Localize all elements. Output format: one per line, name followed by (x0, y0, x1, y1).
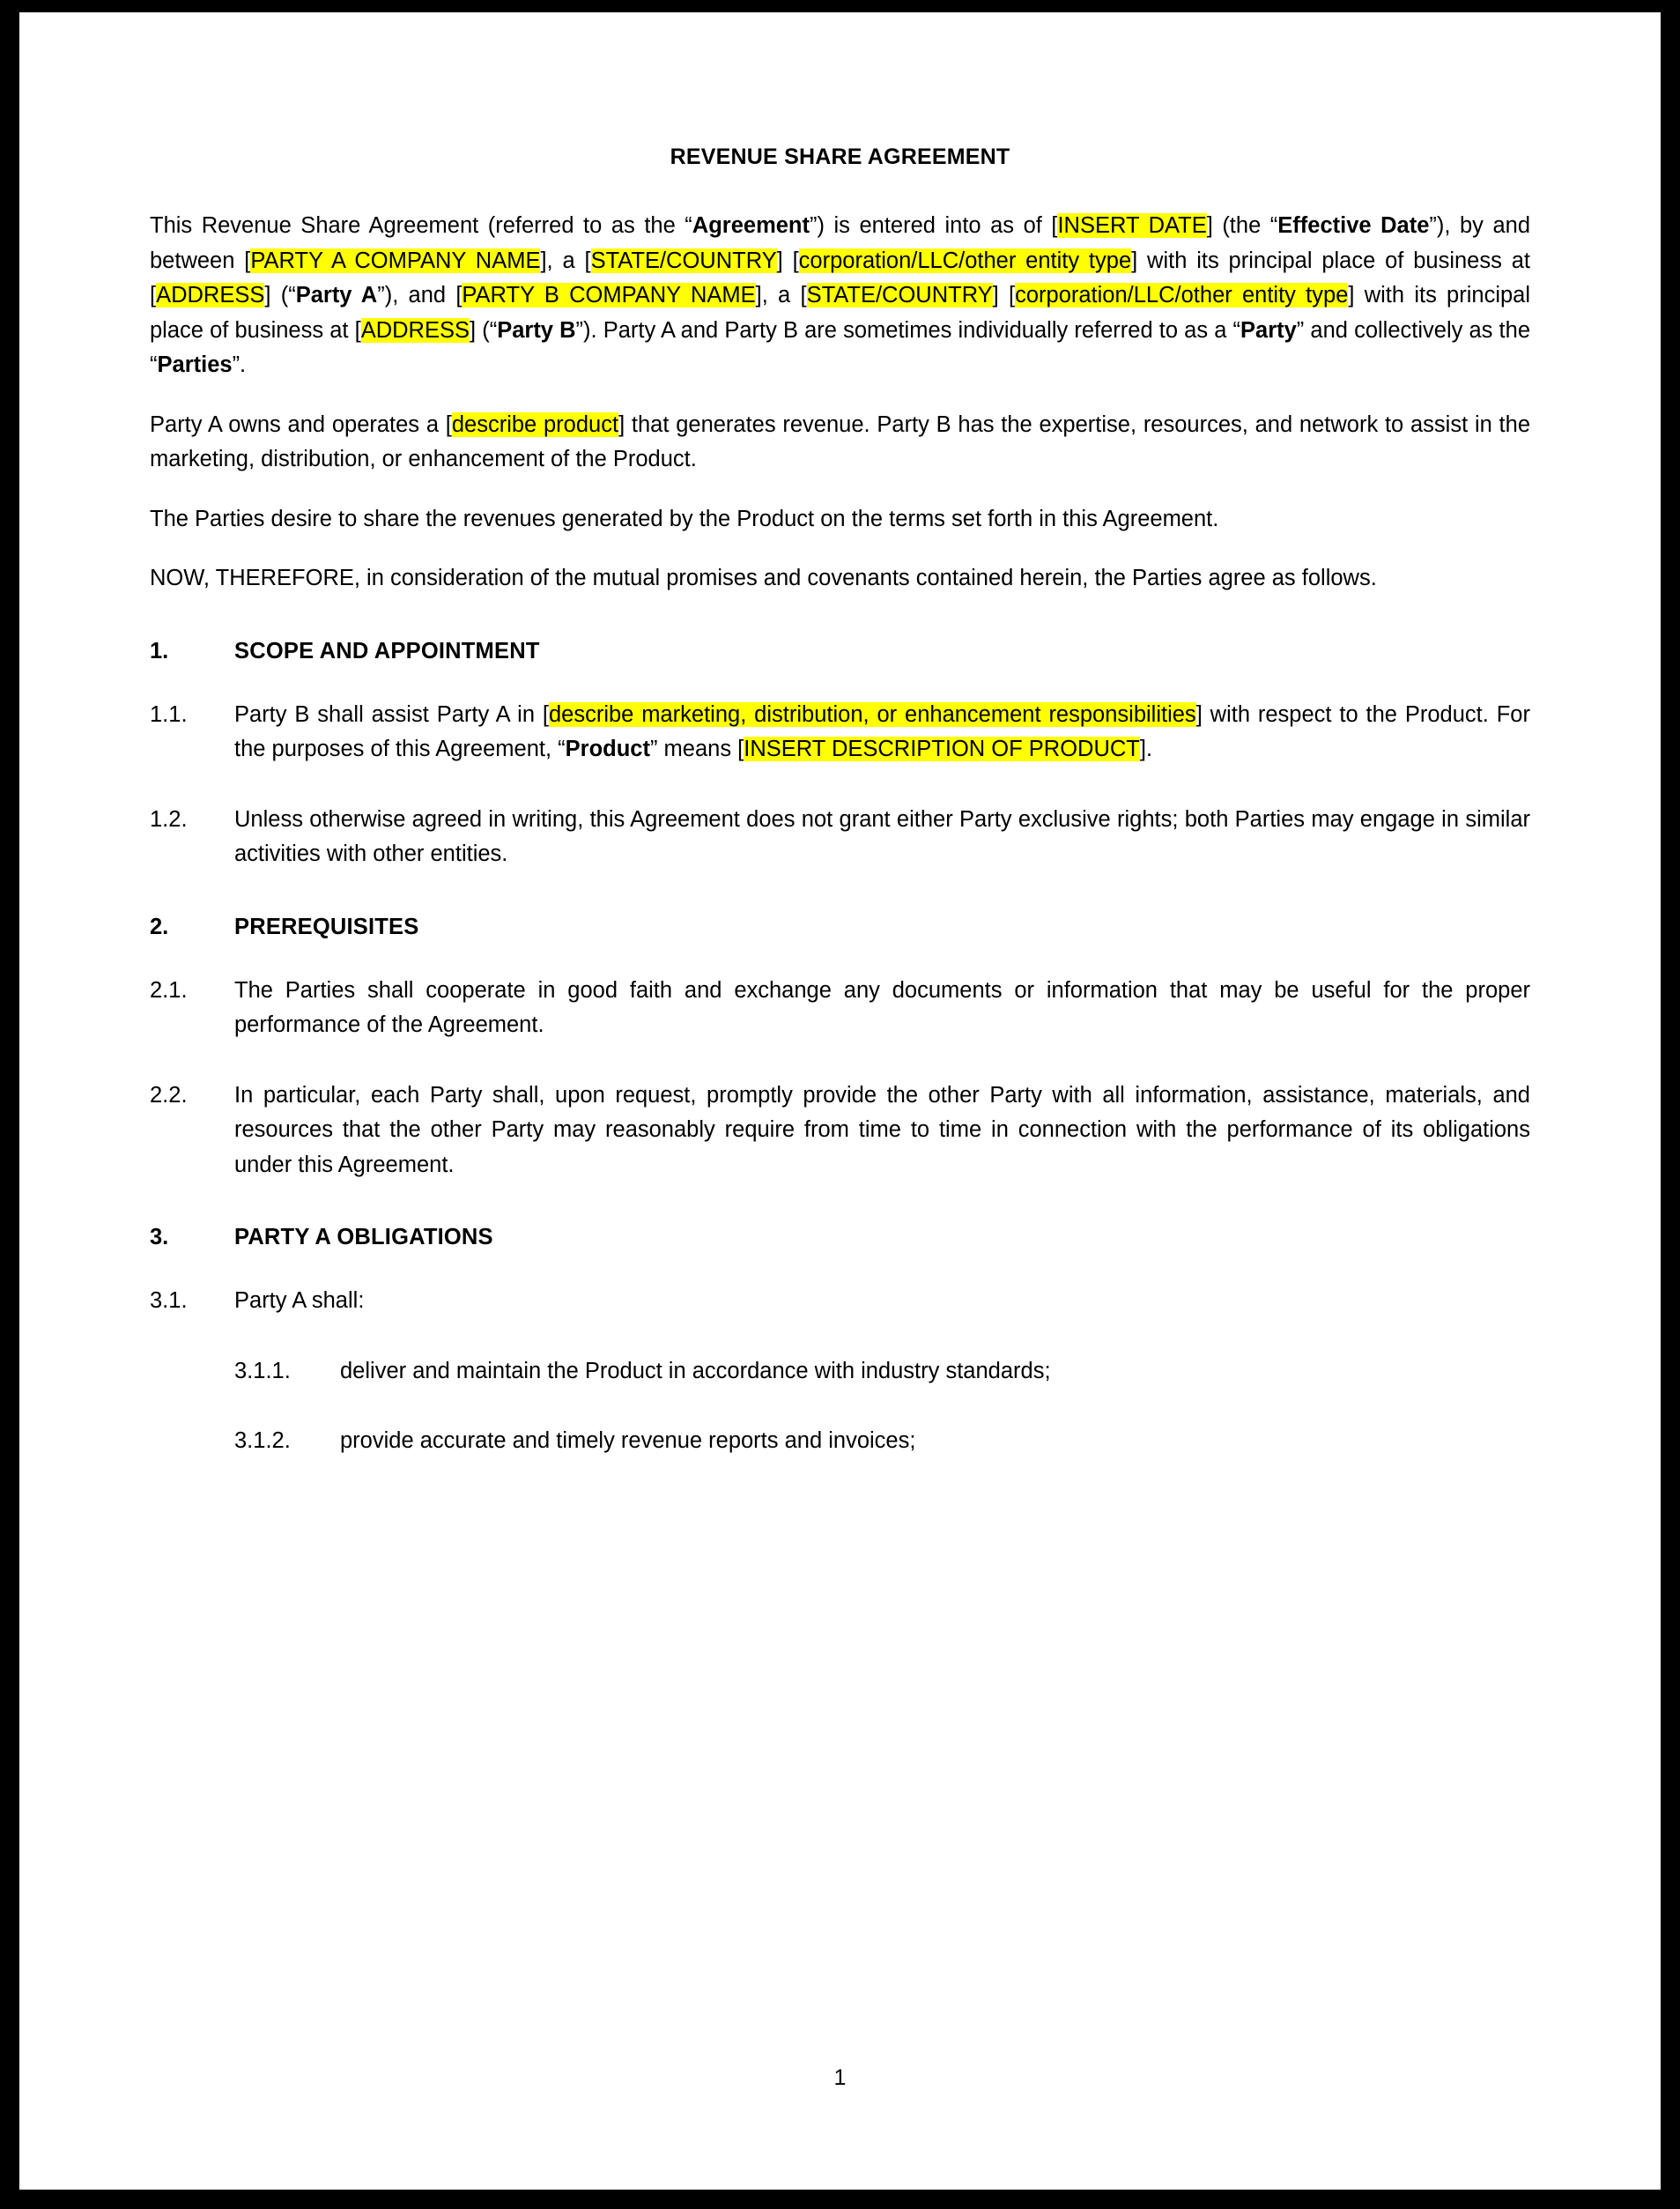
placeholder-describe-product: describe product (451, 411, 619, 437)
agreement-defined-term: Agreement (692, 213, 810, 238)
placeholder-address-a: ADDRESS (156, 283, 265, 308)
preamble-text: ” and collectively as the “ (150, 317, 1530, 378)
section-heading-3 (150, 1225, 1530, 1250)
placeholder-party-a-company-name: PARTY A COMPANY NAME (250, 248, 541, 273)
clause-3-1 (150, 1284, 1530, 1319)
preamble-text: ], a [ (540, 248, 591, 273)
section-number: 1. (150, 638, 169, 663)
subclause-text: provide accurate and timely revenue reports and invoices; (340, 1428, 916, 1454)
placeholder-entity-type-a: corporation/LLC/other entity type (798, 248, 1132, 273)
clause-2-2 (150, 1079, 1530, 1183)
preamble-text: ”), and [ (377, 283, 463, 308)
subclause-text: deliver and maintain the Product in accordance with industry standards; (340, 1358, 1051, 1383)
placeholder-address-b: ADDRESS (360, 317, 470, 343)
placeholder-insert-date: INSERT DATE (1057, 213, 1207, 238)
preamble-paragraph-2 (150, 408, 1530, 478)
clause-text: In particular, each Party shall, upon request, promptly provide the other Party with all information, assistance, materials, and resources that the other Party may reasonably require from time to time in connection with the performance of its obligations under this Agreement. (234, 1082, 1530, 1177)
page-number: 1 (833, 2065, 847, 2090)
preamble-text: ] (the “ (1206, 213, 1278, 238)
subclause-3-1-1 (150, 1354, 1530, 1390)
preamble-text: ] with its principal place of business at [ (150, 248, 1530, 308)
section-title: SCOPE AND APPOINTMENT (234, 638, 540, 663)
effective-date-defined-term: Effective Date (1277, 213, 1430, 238)
clause-text-part: ” means [ (649, 737, 744, 762)
section-heading-2 (150, 915, 1530, 940)
clause-number: 2.2. (150, 1082, 188, 1108)
placeholder-party-b-company-name: PARTY B COMPANY NAME (462, 283, 756, 308)
product-defined-term: Product (565, 737, 650, 762)
clause-1-1 (150, 698, 1530, 767)
preamble-text: ] (“ (264, 283, 296, 308)
clause-text (234, 698, 1530, 767)
placeholder-entity-type-b: corporation/LLC/other entity type (1015, 283, 1349, 308)
clause-text-part: Party B shall assist Party A in [ (234, 701, 549, 727)
clause-number: 2.1. (150, 977, 188, 1003)
preamble-text: Party A owns and operates a [ (150, 411, 452, 437)
clause-2-1 (150, 974, 1530, 1043)
section-title: PARTY A OBLIGATIONS (234, 1225, 493, 1250)
clause-number: 3.1. (150, 1288, 188, 1314)
preamble-paragraph-1 (150, 209, 1530, 383)
section-number: 2. (150, 914, 169, 939)
preamble-text: ] with its principal place of business at [ (150, 283, 1531, 343)
section-heading-1 (150, 639, 1530, 664)
preamble-text: ”). Party A and Party B are sometimes individually referred to as a “ (575, 317, 1240, 343)
preamble-text: This Revenue Share Agreement (referred to as the “ (150, 213, 692, 238)
preamble-paragraph-3: The Parties desire to share the revenues generated by the Product on the terms set forth in this Agreement. (150, 506, 1219, 531)
preamble-text: ”. (232, 352, 247, 378)
clause-text: Unless otherwise agreed in writing, this Agreement does not grant either Party exclusive rights; both Parties may engage in similar activities with other entities. (234, 806, 1530, 867)
party-defined-term: Party (1240, 317, 1297, 343)
section-number: 3. (150, 1225, 169, 1250)
subclause-number: 3.1.1. (234, 1358, 291, 1383)
preamble-text: ”) is entered into as of [ (810, 213, 1058, 238)
page-title: REVENUE SHARE AGREEMENT (670, 145, 1010, 169)
preamble-text: ], a [ (755, 283, 807, 308)
clause-text: Party A shall: (234, 1288, 365, 1314)
party-a-defined-term: Party A (295, 283, 378, 308)
clause-number: 1.2. (150, 806, 188, 832)
clause-text-part: ] with respect to the Product. For the purposes of this Agreement, “ (234, 701, 1530, 762)
subclause-3-1-2 (150, 1424, 1530, 1459)
document-page (19, 12, 1661, 2190)
clause-number: 1.1. (150, 701, 188, 727)
clause-text: The Parties shall cooperate in good faith and exchange any documents or information that may be useful for the proper performance of the Agreement. (234, 977, 1530, 1038)
clause-text-part: ]. (1139, 737, 1153, 762)
preamble-text: ”), by and between [ (150, 213, 1531, 273)
preamble-text: ] [ (776, 248, 799, 273)
clause-1-2 (150, 803, 1530, 872)
placeholder-state-country-a: STATE/COUNTRY (590, 248, 777, 273)
placeholder-describe-responsibilities: describe marketing, distribution, or enhancement responsibilities (548, 701, 1196, 727)
party-b-defined-term: Party B (497, 317, 576, 343)
preamble-paragraph-4: NOW, THEREFORE, in consideration of the mutual promises and covenants contained herein, the Parties agree as follows. (150, 566, 1377, 591)
preamble-text: ] (“ (470, 317, 498, 343)
preamble-text: ] [ (992, 283, 1016, 308)
placeholder-insert-description-of-product: INSERT DESCRIPTION OF PRODUCT (744, 737, 1140, 762)
subclause-number: 3.1.2. (234, 1428, 291, 1454)
section-title: PREREQUISITES (234, 914, 419, 939)
placeholder-state-country-b: STATE/COUNTRY (806, 283, 993, 308)
parties-defined-term: Parties (157, 352, 233, 378)
preamble-text: ] that generates revenue. Party B has the expertise, resources, and network to assist in the marketing, distribution, or enhancement of the Product. (150, 411, 1531, 472)
